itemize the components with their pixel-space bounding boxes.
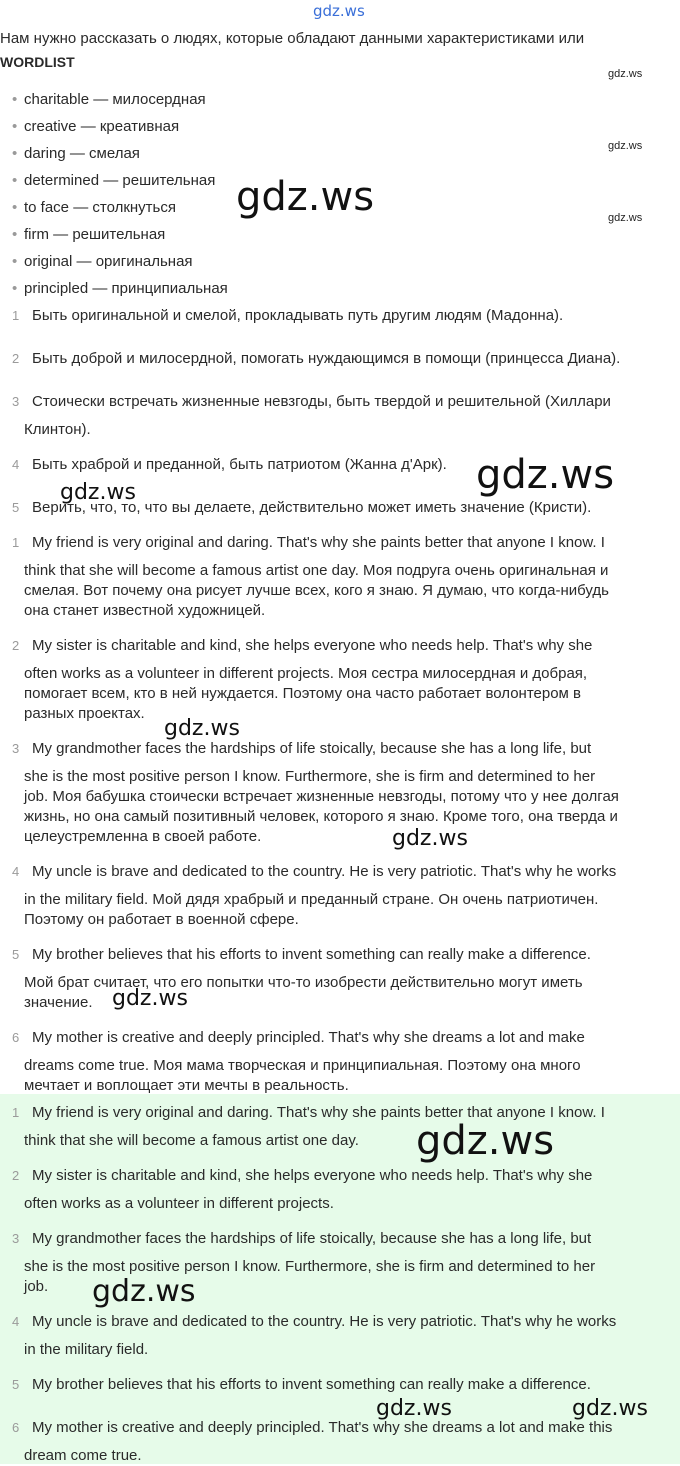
english-line: My brother believes that his efforts to invent something can really make a difference. <box>32 1376 591 1393</box>
translation-line: in the military field. Мой дядя храбрый и преданный стране. Он очень патриотичен. <box>24 891 599 908</box>
english-line: My sister is charitable and kind, she helps everyone who needs help. That's why she <box>32 1167 593 1184</box>
watermark-small: gdz.ws <box>608 140 643 152</box>
watermark-medium: gdz.ws <box>112 986 188 1011</box>
item-number: 3 <box>12 1231 20 1246</box>
item-number: 1 <box>12 1105 20 1120</box>
translation-line: dreams come true. Моя мама творческая и принципиальная. Поэтому она много <box>24 1057 581 1074</box>
translation-line: смелая. Вот почему она рисует лучше всех, кого я знаю. Я думаю, что когда-нибудь <box>24 582 609 599</box>
english-line: dream come true. <box>24 1447 142 1464</box>
translation-line: Мой брат считает, что его попытки что-то изобрести действительно могут иметь <box>24 974 583 991</box>
watermark-large: gdz.ws <box>476 452 615 498</box>
wordlist-item: to face — столкнуться <box>24 199 176 216</box>
translation-line: My mother is creative and deeply principled. That's why she dreams a lot and make <box>32 1029 585 1046</box>
english-line: My grandmother faces the hardships of life stoically, because she has a long life, but <box>32 1230 592 1247</box>
translation-line: значение. <box>24 994 93 1011</box>
translation-line: My uncle is brave and dedicated to the country. He is very patriotic. That's why he works <box>32 863 617 880</box>
bullet-icon: • <box>12 253 18 270</box>
english-line: she is the most positive person I know. Furthermore, she is firm and determined to her <box>24 1258 596 1275</box>
english-line: My friend is very original and daring. That's why she paints better that anyone I know. I <box>32 1104 605 1121</box>
english-line: in the military field. <box>24 1341 149 1358</box>
people-line: Быть храброй и преданной, быть патриотом (Жанна д'Арк). <box>32 456 447 473</box>
bullet-icon: • <box>12 280 18 297</box>
bullet-icon: • <box>12 199 18 216</box>
wordlist-item: original — оригинальная <box>24 253 193 270</box>
item-number: 5 <box>12 1377 20 1392</box>
translation-line: жизнь, но она самый позитивный человек, которого я знаю. Кроме того, она тверда и <box>24 808 618 825</box>
english-line: think that she will become a famous artist one day. <box>24 1132 359 1149</box>
translation-line: think that she will become a famous artist one day. Моя подруга очень оригинальная и <box>24 562 609 579</box>
watermark-medium: gdz.ws <box>92 1274 196 1309</box>
item-number: 4 <box>12 1314 20 1329</box>
item-number: 4 <box>12 457 20 472</box>
item-number: 1 <box>12 535 20 550</box>
intro-text: Нам нужно рассказать о людях, которые обладают данными характеристиками или <box>0 30 585 47</box>
wordlist-item: principled — принципиальная <box>24 280 228 297</box>
watermark-medium: gdz.ws <box>572 1396 648 1421</box>
bullet-icon: • <box>12 226 18 243</box>
watermark-medium: gdz.ws <box>376 1396 452 1421</box>
watermark-medium: gdz.ws <box>164 716 240 741</box>
watermark-large: gdz.ws <box>236 174 375 220</box>
translation-line: My brother believes that his efforts to invent something can really make a difference. <box>32 946 591 963</box>
wordlist-item: daring — смелая <box>24 145 140 162</box>
wordlist-item: determined — решительная <box>24 172 216 189</box>
translation-line: My friend is very original and daring. That's why she paints better that anyone I know. I <box>32 534 605 551</box>
translation-line: My grandmother faces the hardships of life stoically, because she has a long life, but <box>32 740 592 757</box>
watermark-medium: gdz.ws <box>60 480 136 505</box>
translation-line: мечтает и воплощает эти мечты в реальность. <box>24 1077 349 1094</box>
english-line: job. <box>24 1278 49 1295</box>
item-number: 2 <box>12 351 20 366</box>
item-number: 3 <box>12 741 20 756</box>
translation-line: она станет известной художницей. <box>24 602 266 619</box>
translation-line: Поэтому он работает в военной сфере. <box>24 911 299 928</box>
bullet-icon: • <box>12 172 18 189</box>
wordlist-item: firm — решительная <box>24 226 166 243</box>
translation-line: she is the most positive person I know. Furthermore, she is firm and determined to her <box>24 768 596 785</box>
bullet-icon: • <box>12 118 18 135</box>
watermark-small: gdz.ws <box>608 212 643 224</box>
translation-line: My sister is charitable and kind, she helps everyone who needs help. That's why she <box>32 637 593 654</box>
item-number: 3 <box>12 394 20 409</box>
translation-line: разных проектах. <box>24 705 145 722</box>
bullet-icon: • <box>12 145 18 162</box>
item-number: 2 <box>12 638 20 653</box>
bullet-icon: • <box>12 91 18 108</box>
translation-line: often works as a volunteer in different projects. Моя сестра милосердная и добрая, <box>24 665 588 682</box>
item-number: 4 <box>12 864 20 879</box>
wordlist-item: creative — креативная <box>24 118 180 135</box>
translation-line: помогает всем, кто в ней нуждается. Поэтому она часто работает волонтером в <box>24 685 582 702</box>
wordlist-item: charitable — милосердная <box>24 91 206 108</box>
item-number: 6 <box>12 1420 20 1435</box>
wordlist-title: WORDLIST <box>0 54 75 70</box>
people-line: Клинтон). <box>24 421 91 438</box>
people-line: Стоически встречать жизненные невзгоды, быть твердой и решительной (Хиллари <box>32 393 611 410</box>
watermark-small: gdz.ws <box>608 68 643 80</box>
english-line: My mother is creative and deeply principled. That's why she dreams a lot and make this <box>32 1419 613 1436</box>
english-line: often works as a volunteer in different projects. <box>24 1195 334 1212</box>
item-number: 1 <box>12 308 20 323</box>
english-line: My uncle is brave and dedicated to the country. He is very patriotic. That's why he works <box>32 1313 617 1330</box>
item-number: 5 <box>12 500 20 515</box>
item-number: 5 <box>12 947 20 962</box>
item-number: 2 <box>12 1168 20 1183</box>
people-line: Быть оригинальной и смелой, прокладывать путь другим людям (Мадонна). <box>32 307 564 324</box>
translation-line: целеустремленна в своей работе. <box>24 828 262 845</box>
translation-line: job. Моя бабушка стоически встречает жизненные невзгоды, потому что у нее долгая <box>24 788 619 805</box>
watermark-large: gdz.ws <box>416 1118 555 1164</box>
item-number: 6 <box>12 1030 20 1045</box>
watermark-top-link[interactable]: gdz.ws <box>313 2 365 20</box>
people-line: Верить, что, то, что вы делаете, действительно может иметь значение (Кристи). <box>32 499 592 516</box>
people-line: Быть доброй и милосердной, помогать нуждающимся в помощи (принцесса Диана). <box>32 350 621 367</box>
watermark-medium: gdz.ws <box>392 826 468 851</box>
